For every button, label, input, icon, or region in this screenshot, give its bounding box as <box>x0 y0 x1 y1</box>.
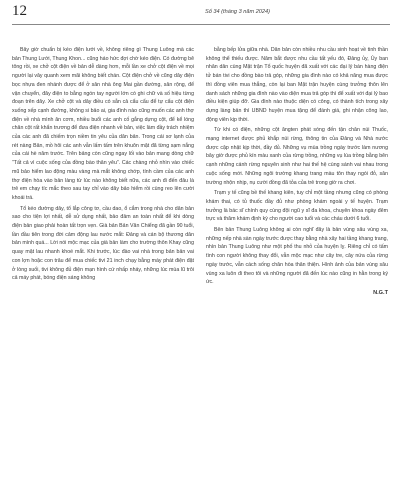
paragraph: bằng bếp lửa giữa nhà. Dân bản còn nhiều nhu cầu sinh hoạt về tinh thần không thể thiếu được. Năm bắt được nhu cầu tất yếu đó, Đảng ủy, Ủy ban nhân dân cùng Mặt trận Tổ quốc huyện đã xuất với các đại lý bán hàng điện tử bán tivi cho đồng bào trả góp, những gia đình nào có khả năng mua được thì đồng viên mua thẳng, còn lại ban Mặt trận huyện cùng trưởng thôn lên danh sách những gia đình nào vào diện mua trả góp thì để xuất với đại lý bao điều kiện giúp đỡ. Gia đình nào thuộc diện có công, có thành tích trong xây dựng làng bản thì UBND huyện mua tặng để đánh giá, ghi nhận công lao, động viên kịp thời. <box>206 47 388 123</box>
article-column-left <box>12 46 194 283</box>
paragraph: Bây giờ chuẩn bị kéo điện lưới về, không riêng gì Thung Luông mà các bản Thung Lưới, Thung Khon... cũng háo hức đợi chờ kéo điện. Có đường bê tông rồi, xe chở cột điện về bản dễ dàng hơn, mỗi lần xe chở cột điện về mọi người lại vây quanh xem mãi không biết chán. Cột điện chở về cũng dây điện bọc nhựa đen nhánh được để ở sân nhà ông Mai gần đường, sân rộng, để vận chuyển, đây điện to bằng ngón tay người lớn có ghi chữ và số hiệu từng đoạn trên dây. Xe chở cột và dây điều có sẵn cả cẩu cẩu để tự cẩu cột điện xuống xếp cạnh đường, không si bảo ai, gia đình nào cũng muốn các anh thợ điện về nhà mình ăn cơm, nhiều buổi các anh cố gắng dựng cột, để kể lóng chân cột rất khẩn trương để đưa điện nhanh về bản, việc làm đầy trách nhiệm của các anh đã chiếm trọn niềm tin yêu của dân bản. Trong cái sơ lạnh của rét nàng Bân, mồ hôi các anh vẫn lấm tấm trên khuôn mặt đã từng sạm nắng của cái hè năm trước. Trên bảng còn cũng ngay lối vào bản mang dòng chữ “Tất cả vì cuộc sống của đồng bào thân yêu”. Các chàng nhỏ nhìn vào chiếc mũ bảo hiểm lao động màu vàng mà mắt không chớp, tính cầm của các anh thợ điện hòa vào bản làng từ lúc nào không biết nữa, các anh đi đến đâu là trẻ em chạy tíc mắc theo sau tay chỉ vào dây bảo hiểm rồi cùng reo lên cười khoái trá. <box>12 47 194 201</box>
paragraph: Từ khi có điện, những cột ăngten phát sóng đến tận chân núi Thuốc, mạng internet được phủ khắp núi rừng, thông tin của Đảng và Nhà nước được cập nhật kịp thời, đầy đủ. Những vụ mùa trồng ngày trước làm nương bây giờ được phủ kín màu xanh của rừng trồng, những vụ lúa trồng bằng bên cạnh những cánh rừng nguyên sinh như hai thế hệ cùng sánh vai nhau trong cuộc sống mới. Những ngôi trường khang trang màu tôn thay ngói đỏ, sân trường nhộn nhịp, nụ cười đồng đã tỏa của trẻ trong giờ ra chơi. <box>206 127 388 186</box>
article-column-right <box>206 46 388 298</box>
page-number: 12 <box>12 3 27 19</box>
author-signature: N.G.T <box>373 289 388 296</box>
header-rule <box>12 24 390 25</box>
paragraph: Trạm y tế cũng bề thế khang kiên, tuy chỉ một tầng nhưng cũng có phòng khám thai, có tủ thuốc đầy đủ như phòng khám ngoài y tế huyện. Trạm trưởng là bác sĩ chính quy cùng đội ngũ y sĩ đa khoa, chuyên khoa ngày đêm trực và thăm khám định kỳ cho người cao tuổi và các cháu dưới 6 tuổi. <box>206 190 388 223</box>
paragraph: Tổ kéo đường dây, tổ lắp công tơ, cầu dao, ổ cắm trong nhà cho dân bản sao cho tiện lợi nhất, dễ sử dụng nhất, bảo đảm an toàn nhất để khi dòng điện bản giao phải hoàn tất trọn vẹn. Già bản Bản Văn Chiểng đã gần 90 tuổi, lần đầu tiên trong đời cảm động lau nước mắt: Đảng và cán bộ thương dân bản mình quá... Lời nói mộc mạc của già bản làm cho trường thôn Khay cũng quay mặt lau nhanh khoé mắt. Khi trước, lúc đào vai nhà trong bản bản vai con lợn hoặc con trâu để mua chiếc tivi 21 inch chạy bằng máy phát điện đặt ở lòng suối, tivi không đủ điện mạn hình cứ nhấp nháy, những lúc mùa lũ trôi cả máy phát, bóng điện sáng không <box>12 205 194 282</box>
paragraph: Bên bản Thung Luông không ai còn nghĩ đây là bản vùng sâu vùng xa, những nếp nhà sàn ngày trước được thay bằng nhà xây hai tầng khang trang, nhìn bản Thung Luông như một phố thu nhỏ của huyện lỵ. Riêng chỉ có tấm tình con người không thay đổi, vẫn mộc mạc như cây tre, cây nứa của rừng ngày trước, vẫn cách sống chân hòa thân thiện. Hình ảnh của bản vùng sâu vùng xa luôn đi theo tôi và những người đã đến lúc nào cũng in hằn trong ký ức. <box>206 227 388 286</box>
issue-label: Số 34 (tháng 3 năm 2024) <box>205 9 270 15</box>
